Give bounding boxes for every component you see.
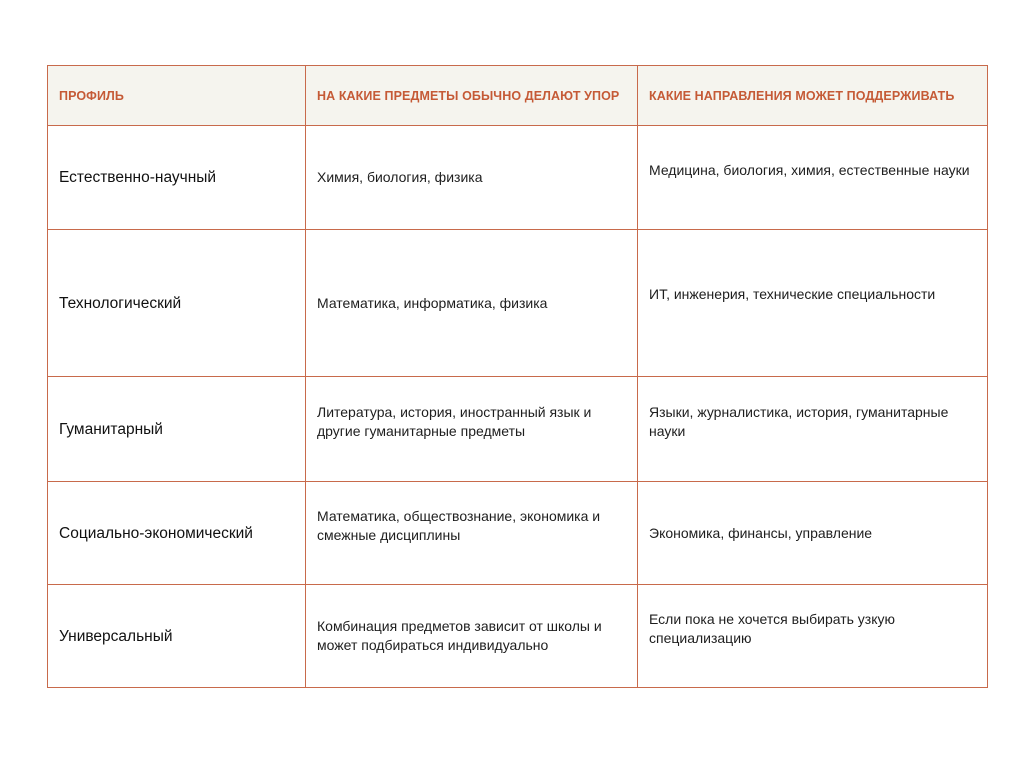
subjects-cell bbox=[306, 585, 638, 688]
subjects-text: Литература, история, иностранный язык и другие гуманитарные предметы bbox=[317, 404, 592, 439]
subjects-cell bbox=[306, 377, 638, 482]
directions-text: ИТ, инженерия, технические специальности bbox=[649, 285, 936, 302]
directions-cell bbox=[638, 377, 988, 482]
header-profile: ПРОФИЛЬ bbox=[48, 66, 306, 126]
profile-cell bbox=[48, 230, 306, 377]
directions-cell bbox=[638, 482, 988, 585]
subjects-text: Химия, биология, физика bbox=[317, 169, 483, 185]
directions-cell bbox=[638, 126, 988, 230]
profile-name: Технологический bbox=[59, 294, 182, 312]
directions-text: Языки, журналистика, история, гуманитарные науки bbox=[649, 404, 949, 439]
profile-cell bbox=[48, 377, 306, 482]
directions-text: Медицина, биология, химия, естественные науки bbox=[649, 162, 970, 178]
profile-name: Социально-экономический bbox=[59, 524, 253, 542]
subjects-text: Математика, информатика, физика bbox=[317, 294, 548, 311]
header-subjects: НА КАКИЕ ПРЕДМЕТЫ ОБЫЧНО ДЕЛАЮТ УПОР bbox=[306, 66, 638, 126]
table-row bbox=[48, 377, 988, 482]
table-row bbox=[48, 230, 988, 377]
table-body bbox=[48, 126, 988, 688]
header-directions: КАКИЕ НАПРАВЛЕНИЯ МОЖЕТ ПОДДЕРЖИВАТЬ bbox=[638, 66, 988, 126]
directions-cell bbox=[638, 585, 988, 688]
profile-cell bbox=[48, 482, 306, 585]
table-row bbox=[48, 126, 988, 230]
header-row bbox=[48, 66, 988, 126]
subjects-text: Математика, обществознание, экономика и смежные дисциплины bbox=[317, 508, 601, 543]
profiles-table bbox=[47, 65, 988, 688]
subjects-cell bbox=[306, 126, 638, 230]
subjects-cell bbox=[306, 482, 638, 585]
table-row bbox=[48, 482, 988, 585]
table-header bbox=[48, 66, 988, 126]
subjects-text: Комбинация предметов зависит от школы и может подбираться индивидуально bbox=[317, 618, 602, 653]
profile-cell bbox=[48, 585, 306, 688]
subjects-cell bbox=[306, 230, 638, 377]
table-row bbox=[48, 585, 988, 688]
profile-name: Универсальный bbox=[59, 627, 173, 645]
directions-text: Если пока не хочется выбирать узкую специализацию bbox=[649, 611, 896, 646]
directions-text: Экономика, финансы, управление bbox=[649, 524, 873, 541]
profile-name: Гуманитарный bbox=[59, 420, 163, 438]
profile-cell bbox=[48, 126, 306, 230]
directions-cell bbox=[638, 230, 988, 377]
profile-name: Естественно-научный bbox=[59, 169, 217, 186]
